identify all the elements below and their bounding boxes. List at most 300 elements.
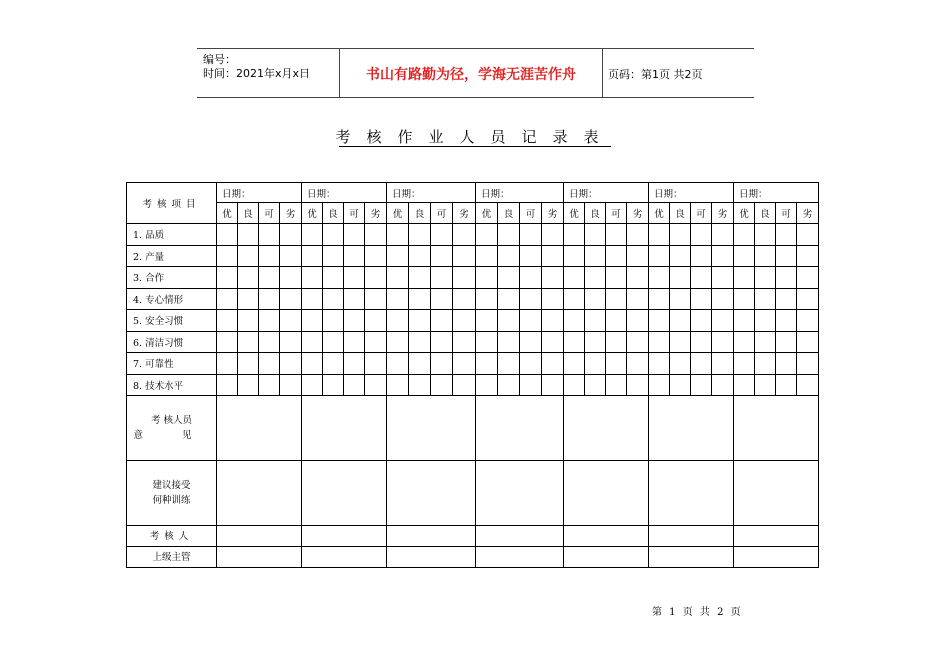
rating-cell[interactable] <box>606 224 627 246</box>
rating-cell[interactable] <box>627 310 649 332</box>
rating-cell[interactable] <box>238 353 259 375</box>
serial-label: 编号： <box>203 53 236 66</box>
rating-cell[interactable] <box>627 267 649 289</box>
rating-cell[interactable] <box>238 267 259 289</box>
rating-cell[interactable] <box>520 353 542 375</box>
rating-cell[interactable] <box>670 224 691 246</box>
rating-cell[interactable] <box>238 245 259 267</box>
rating-cell[interactable] <box>797 224 819 246</box>
rating-cell[interactable] <box>797 245 819 267</box>
grade-header: 可 <box>606 203 627 224</box>
rating-cell[interactable] <box>323 224 344 246</box>
rating-cell[interactable] <box>431 267 453 289</box>
rating-cell[interactable] <box>734 267 755 289</box>
training-suggestion-entry[interactable] <box>302 461 387 526</box>
rating-cell[interactable] <box>649 374 670 396</box>
training-suggestion-entry[interactable] <box>734 461 819 526</box>
rating-cell[interactable] <box>453 224 476 246</box>
rating-cell[interactable] <box>387 224 409 246</box>
rating-cell[interactable] <box>776 288 797 310</box>
rating-cell[interactable] <box>238 374 259 396</box>
rating-cell[interactable] <box>476 374 498 396</box>
grade-header: 优 <box>302 203 323 224</box>
rating-cell[interactable] <box>431 288 453 310</box>
rating-cell[interactable] <box>606 353 627 375</box>
rating-cell[interactable] <box>542 331 564 353</box>
rating-cell[interactable] <box>542 245 564 267</box>
rating-cell[interactable] <box>238 331 259 353</box>
criterion-label: 3. 合作 <box>127 267 217 289</box>
rating-cell[interactable] <box>670 288 691 310</box>
rating-cell[interactable] <box>259 245 280 267</box>
rating-cell[interactable] <box>365 374 387 396</box>
rating-cell[interactable] <box>409 288 431 310</box>
rating-cell[interactable] <box>365 288 387 310</box>
rating-cell[interactable] <box>520 288 542 310</box>
date-field[interactable]: 日期： <box>649 183 734 203</box>
rating-cell[interactable] <box>217 288 238 310</box>
rating-cell[interactable] <box>302 267 323 289</box>
rating-cell[interactable] <box>776 353 797 375</box>
rating-cell[interactable] <box>670 245 691 267</box>
rating-cell[interactable] <box>649 353 670 375</box>
rating-cell[interactable] <box>476 224 498 246</box>
rating-cell[interactable] <box>649 267 670 289</box>
assessor-opinion-entry[interactable] <box>217 396 302 461</box>
rating-cell[interactable] <box>755 374 776 396</box>
rating-cell[interactable] <box>302 331 323 353</box>
rating-cell[interactable] <box>670 310 691 332</box>
rating-cell[interactable] <box>409 267 431 289</box>
rating-cell[interactable] <box>409 245 431 267</box>
rating-cell[interactable] <box>476 288 498 310</box>
rating-cell[interactable] <box>606 374 627 396</box>
rating-cell[interactable] <box>409 224 431 246</box>
rating-cell[interactable] <box>585 310 606 332</box>
rating-cell[interactable] <box>498 310 520 332</box>
time-label: 时间：2021年x月x日 <box>203 67 311 80</box>
rating-cell[interactable] <box>649 245 670 267</box>
assessor-opinion-entry[interactable] <box>302 396 387 461</box>
rating-cell[interactable] <box>217 245 238 267</box>
rating-cell[interactable] <box>217 374 238 396</box>
rating-cell[interactable] <box>734 224 755 246</box>
assessor-entry[interactable] <box>476 526 564 547</box>
rating-cell[interactable] <box>755 267 776 289</box>
rating-cell[interactable] <box>606 331 627 353</box>
date-field[interactable]: 日期： <box>302 183 387 203</box>
rating-cell[interactable] <box>520 245 542 267</box>
rating-cell[interactable] <box>498 267 520 289</box>
rating-cell[interactable] <box>691 245 712 267</box>
rating-cell[interactable] <box>431 245 453 267</box>
rating-cell[interactable] <box>323 374 344 396</box>
rating-cell[interactable] <box>797 267 819 289</box>
rating-cell[interactable] <box>542 224 564 246</box>
grade-header: 可 <box>691 203 712 224</box>
assessor-entry[interactable] <box>302 526 387 547</box>
rating-cell[interactable] <box>302 374 323 396</box>
rating-cell[interactable] <box>302 245 323 267</box>
rating-cell[interactable] <box>564 224 585 246</box>
rating-cell[interactable] <box>280 353 302 375</box>
rating-cell[interactable] <box>776 374 797 396</box>
title-underline <box>339 146 611 147</box>
rating-cell[interactable] <box>453 288 476 310</box>
grade-header: 劣 <box>453 203 476 224</box>
rating-cell[interactable] <box>453 353 476 375</box>
rating-cell[interactable] <box>520 310 542 332</box>
rating-cell[interactable] <box>280 288 302 310</box>
rating-cell[interactable] <box>387 310 409 332</box>
rating-cell[interactable] <box>627 331 649 353</box>
rating-cell[interactable] <box>365 224 387 246</box>
grade-header: 优 <box>217 203 238 224</box>
rating-cell[interactable] <box>387 353 409 375</box>
rating-cell[interactable] <box>627 245 649 267</box>
rating-cell[interactable] <box>691 288 712 310</box>
rating-cell[interactable] <box>259 224 280 246</box>
rating-cell[interactable] <box>409 310 431 332</box>
rating-cell[interactable] <box>734 310 755 332</box>
rating-cell[interactable] <box>712 331 734 353</box>
training-suggestion-entry[interactable] <box>217 461 302 526</box>
rating-cell[interactable] <box>542 288 564 310</box>
grade-header: 可 <box>520 203 542 224</box>
rating-cell[interactable] <box>691 267 712 289</box>
rating-cell[interactable] <box>564 267 585 289</box>
rating-cell[interactable] <box>776 224 797 246</box>
supervisor-entry[interactable] <box>649 547 734 568</box>
rating-cell[interactable] <box>498 353 520 375</box>
rating-cell[interactable] <box>365 310 387 332</box>
rating-cell[interactable] <box>585 374 606 396</box>
rating-cell[interactable] <box>776 310 797 332</box>
rating-cell[interactable] <box>734 374 755 396</box>
grade-header: 优 <box>476 203 498 224</box>
rating-cell[interactable] <box>649 288 670 310</box>
rating-cell[interactable] <box>217 224 238 246</box>
assessor-opinion-entry[interactable] <box>387 396 476 461</box>
rating-cell[interactable] <box>431 353 453 375</box>
rating-cell[interactable] <box>259 310 280 332</box>
assessment-table <box>126 182 819 568</box>
rating-cell[interactable] <box>323 331 344 353</box>
rating-cell[interactable] <box>453 310 476 332</box>
rating-cell[interactable] <box>649 310 670 332</box>
rating-cell[interactable] <box>670 331 691 353</box>
supervisor-entry[interactable] <box>302 547 387 568</box>
rating-cell[interactable] <box>259 353 280 375</box>
rating-cell[interactable] <box>280 374 302 396</box>
rating-cell[interactable] <box>476 245 498 267</box>
assessor-entry[interactable] <box>217 526 302 547</box>
rating-cell[interactable] <box>344 331 365 353</box>
rating-cell[interactable] <box>585 331 606 353</box>
date-field[interactable]: 日期： <box>734 183 819 203</box>
rating-cell[interactable] <box>755 245 776 267</box>
rating-cell[interactable] <box>585 267 606 289</box>
rating-cell[interactable] <box>712 288 734 310</box>
rating-cell[interactable] <box>585 288 606 310</box>
rating-cell[interactable] <box>387 331 409 353</box>
rating-cell[interactable] <box>691 353 712 375</box>
supervisor-entry[interactable] <box>734 547 819 568</box>
header-motto-cell <box>339 49 603 97</box>
assessor-opinion-entry[interactable] <box>734 396 819 461</box>
rating-cell[interactable] <box>691 374 712 396</box>
rating-cell[interactable] <box>712 245 734 267</box>
rating-cell[interactable] <box>476 267 498 289</box>
rating-cell[interactable] <box>302 224 323 246</box>
assessor-entry[interactable] <box>734 526 819 547</box>
rating-cell[interactable] <box>606 245 627 267</box>
rating-cell[interactable] <box>797 353 819 375</box>
rating-cell[interactable] <box>564 331 585 353</box>
rating-cell[interactable] <box>259 331 280 353</box>
training-suggestion-entry[interactable] <box>564 461 649 526</box>
rating-cell[interactable] <box>649 224 670 246</box>
grade-header: 优 <box>649 203 670 224</box>
rating-cell[interactable] <box>431 310 453 332</box>
rating-cell[interactable] <box>755 353 776 375</box>
training-suggestion-entry[interactable] <box>387 461 476 526</box>
page-label: 页码：第1页 共2页 <box>608 68 703 81</box>
grade-header: 劣 <box>712 203 734 224</box>
assessor-opinion-entry[interactable] <box>476 396 564 461</box>
rating-cell[interactable] <box>564 310 585 332</box>
rating-cell[interactable] <box>344 374 365 396</box>
supervisor-entry[interactable] <box>217 547 302 568</box>
rating-cell[interactable] <box>217 267 238 289</box>
rating-cell[interactable] <box>409 331 431 353</box>
rating-cell[interactable] <box>498 331 520 353</box>
rating-cell[interactable] <box>453 245 476 267</box>
grade-header: 良 <box>238 203 259 224</box>
rating-cell[interactable] <box>259 288 280 310</box>
rating-cell[interactable] <box>797 374 819 396</box>
rating-cell[interactable] <box>670 374 691 396</box>
assessor-entry[interactable] <box>564 526 649 547</box>
rating-cell[interactable] <box>564 245 585 267</box>
rating-cell[interactable] <box>797 310 819 332</box>
rating-cell[interactable] <box>344 353 365 375</box>
rating-cell[interactable] <box>344 267 365 289</box>
rating-cell[interactable] <box>670 353 691 375</box>
rating-cell[interactable] <box>755 224 776 246</box>
rating-cell[interactable] <box>712 267 734 289</box>
rating-cell[interactable] <box>238 224 259 246</box>
rating-cell[interactable] <box>606 310 627 332</box>
rating-cell[interactable] <box>302 353 323 375</box>
rating-cell[interactable] <box>627 353 649 375</box>
rating-cell[interactable] <box>542 374 564 396</box>
rating-cell[interactable] <box>217 310 238 332</box>
rating-cell[interactable] <box>498 224 520 246</box>
rating-cell[interactable] <box>520 267 542 289</box>
training-suggestion <box>127 461 217 526</box>
rating-cell[interactable] <box>280 245 302 267</box>
rating-cell[interactable] <box>627 288 649 310</box>
rating-cell[interactable] <box>670 267 691 289</box>
rating-cell[interactable] <box>365 331 387 353</box>
rating-cell[interactable] <box>453 331 476 353</box>
assessor-entry[interactable] <box>649 526 734 547</box>
rating-cell[interactable] <box>344 288 365 310</box>
rating-cell[interactable] <box>476 353 498 375</box>
rating-cell[interactable] <box>712 374 734 396</box>
rating-cell[interactable] <box>323 245 344 267</box>
training-suggestion-entry[interactable] <box>476 461 564 526</box>
rating-cell[interactable] <box>520 331 542 353</box>
grade-header: 可 <box>259 203 280 224</box>
date-field[interactable]: 日期： <box>217 183 302 203</box>
rating-cell[interactable] <box>542 267 564 289</box>
grade-header: 良 <box>670 203 691 224</box>
rating-cell[interactable] <box>776 245 797 267</box>
training-suggestion-line-1: 建议接受 <box>152 480 191 491</box>
rating-cell[interactable] <box>431 224 453 246</box>
grade-header: 劣 <box>280 203 302 224</box>
rating-cell[interactable] <box>217 353 238 375</box>
rating-cell[interactable] <box>498 288 520 310</box>
rating-cell[interactable] <box>649 331 670 353</box>
rating-cell[interactable] <box>280 267 302 289</box>
rating-cell[interactable] <box>365 353 387 375</box>
rating-cell[interactable] <box>520 374 542 396</box>
rating-cell[interactable] <box>453 267 476 289</box>
rating-cell[interactable] <box>453 374 476 396</box>
rating-cell[interactable] <box>431 374 453 396</box>
assessor-opinion-entry[interactable] <box>564 396 649 461</box>
rating-cell[interactable] <box>280 224 302 246</box>
grade-header: 优 <box>387 203 409 224</box>
date-field[interactable]: 日期： <box>564 183 649 203</box>
rating-cell[interactable] <box>564 288 585 310</box>
grade-header: 良 <box>498 203 520 224</box>
rating-cell[interactable] <box>365 245 387 267</box>
supervisor-entry[interactable] <box>476 547 564 568</box>
training-suggestion-entry[interactable] <box>649 461 734 526</box>
rating-cell[interactable] <box>734 288 755 310</box>
rating-cell[interactable] <box>564 374 585 396</box>
rating-cell[interactable] <box>387 374 409 396</box>
rating-cell[interactable] <box>365 267 387 289</box>
date-field[interactable]: 日期： <box>387 183 476 203</box>
rating-cell[interactable] <box>344 245 365 267</box>
header-page-cell <box>602 49 754 97</box>
rating-cell[interactable] <box>691 331 712 353</box>
rating-cell[interactable] <box>498 374 520 396</box>
rating-cell[interactable] <box>585 224 606 246</box>
rating-cell[interactable] <box>627 374 649 396</box>
item-header-cell: 考核项目 <box>127 183 217 224</box>
rating-cell[interactable] <box>431 331 453 353</box>
rating-cell[interactable] <box>712 353 734 375</box>
rating-cell[interactable] <box>776 267 797 289</box>
rating-cell[interactable] <box>585 353 606 375</box>
page-footer: 第 1 页 共 2 页 <box>652 607 741 618</box>
document-header <box>197 48 754 98</box>
rating-cell[interactable] <box>323 310 344 332</box>
rating-cell[interactable] <box>238 310 259 332</box>
rating-cell[interactable] <box>387 267 409 289</box>
rating-cell[interactable] <box>606 267 627 289</box>
supervisor-entry[interactable] <box>564 547 649 568</box>
assessor-entry[interactable] <box>387 526 476 547</box>
rating-cell[interactable] <box>542 353 564 375</box>
rating-cell[interactable] <box>409 353 431 375</box>
rating-cell[interactable] <box>323 353 344 375</box>
rating-cell[interactable] <box>712 310 734 332</box>
rating-cell[interactable] <box>387 245 409 267</box>
rating-cell[interactable] <box>627 224 649 246</box>
rating-cell[interactable] <box>691 224 712 246</box>
rating-cell[interactable] <box>734 353 755 375</box>
criterion-label: 2. 产量 <box>127 245 217 267</box>
header-info-cell <box>197 49 339 97</box>
rating-cell[interactable] <box>387 288 409 310</box>
rating-cell[interactable] <box>302 310 323 332</box>
rating-cell[interactable] <box>564 353 585 375</box>
rating-cell[interactable] <box>606 288 627 310</box>
rating-cell[interactable] <box>797 331 819 353</box>
rating-cell[interactable] <box>712 224 734 246</box>
rating-cell[interactable] <box>734 331 755 353</box>
rating-cell[interactable] <box>585 245 606 267</box>
criterion-label: 7. 可靠性 <box>127 353 217 375</box>
assessor-opinion <box>127 396 217 461</box>
grade-header: 劣 <box>797 203 819 224</box>
date-field[interactable]: 日期： <box>476 183 564 203</box>
grade-header: 可 <box>344 203 365 224</box>
grade-header: 优 <box>564 203 585 224</box>
grade-header: 良 <box>755 203 776 224</box>
supervisor-entry[interactable] <box>387 547 476 568</box>
rating-cell[interactable] <box>734 245 755 267</box>
assessor-opinion-line-1: 考 核人员 <box>150 415 193 426</box>
rating-cell[interactable] <box>691 310 712 332</box>
rating-cell[interactable] <box>755 331 776 353</box>
rating-cell[interactable] <box>280 331 302 353</box>
rating-cell[interactable] <box>217 331 238 353</box>
rating-cell[interactable] <box>259 267 280 289</box>
rating-cell[interactable] <box>476 310 498 332</box>
rating-cell[interactable] <box>238 288 259 310</box>
rating-cell[interactable] <box>776 331 797 353</box>
rating-cell[interactable] <box>280 310 302 332</box>
rating-cell[interactable] <box>323 267 344 289</box>
rating-cell[interactable] <box>302 288 323 310</box>
rating-cell[interactable] <box>498 245 520 267</box>
training-suggestion-line-2: 何种训练 <box>152 495 191 506</box>
rating-cell[interactable] <box>476 331 498 353</box>
rating-cell[interactable] <box>344 224 365 246</box>
rating-cell[interactable] <box>323 288 344 310</box>
rating-cell[interactable] <box>344 310 365 332</box>
grade-header: 良 <box>323 203 344 224</box>
rating-cell[interactable] <box>259 374 280 396</box>
criterion-label: 4. 专心情形 <box>127 288 217 310</box>
rating-cell[interactable] <box>755 310 776 332</box>
rating-cell[interactable] <box>755 288 776 310</box>
criterion-label: 1. 品质 <box>127 224 217 246</box>
rating-cell[interactable] <box>797 288 819 310</box>
rating-cell[interactable] <box>409 374 431 396</box>
rating-cell[interactable] <box>542 310 564 332</box>
rating-cell[interactable] <box>520 224 542 246</box>
assessor-opinion-entry[interactable] <box>649 396 734 461</box>
